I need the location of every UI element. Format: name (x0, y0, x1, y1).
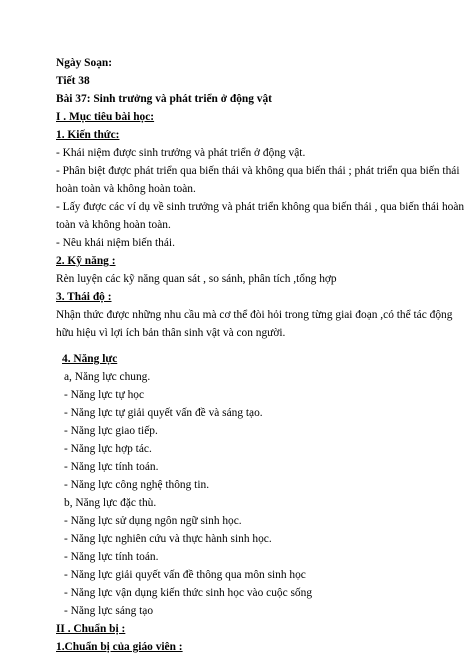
thai-do-line: Nhận thức được những nhu cầu mà cơ thể đòi hỏi trong từng giai đoạn ,có thể tác động (56, 309, 453, 321)
nang-luc-chung-title: a, Năng lực chung. (64, 371, 151, 383)
thai-do-title: 3. Thái độ : (56, 291, 112, 303)
nang-luc-item: - Năng lực tính toán. (64, 461, 159, 473)
nang-luc-item: - Năng lực nghiên cứu và thực hành sinh học. (64, 533, 272, 545)
nang-luc-item: - Năng lực tự giải quyết vấn đề và sáng tạo. (64, 407, 263, 419)
nang-luc-item: - Năng lực hợp tác. (64, 443, 152, 455)
section-title-chuan-bi: II . Chuẩn bị : (56, 623, 126, 635)
kien-thuc-line: hoàn toàn và không hoàn toàn. (56, 183, 196, 195)
nang-luc-item: - Năng lực công nghệ thông tin. (64, 479, 210, 491)
kien-thuc-line: toàn và không hoàn toàn. (56, 219, 171, 231)
section-title-muc-tieu: I . Mục tiêu bài học: (56, 111, 155, 123)
nang-luc-item: - Năng lực sáng tạo (64, 605, 154, 617)
nang-luc-title: 4. Năng lực (62, 353, 118, 365)
nang-luc-dac-thu-title: b, Năng lực đặc thù. (64, 497, 157, 509)
kien-thuc-line: - Phân biệt được phát triển qua biến thái và không qua biến thái ; phát triển qua biến thái (56, 165, 460, 177)
ngay-soan: Ngày Soạn: (56, 57, 113, 69)
ky-nang-title: 2. Kỹ năng : (56, 255, 116, 267)
tiet: Tiết 38 (56, 75, 90, 87)
nang-luc-item: - Năng lực sử dụng ngôn ngữ sinh học. (64, 515, 242, 527)
kien-thuc-title: 1. Kiến thức: (56, 129, 120, 141)
kien-thuc-line: - Nêu khái niệm biến thái. (56, 237, 175, 249)
ky-nang-line: Rèn luyện các kỹ năng quan sát , so sánh, phân tích ,tổng hợp (56, 273, 337, 285)
kien-thuc-line: - Khái niệm được sinh trưởng và phát triển ở động vật. (56, 147, 306, 159)
thai-do-line: hữu hiệu vì lợi ích bản thân sinh vật và con người. (56, 327, 286, 339)
nang-luc-item: - Năng lực giải quyết vấn đề thông qua môn sinh học (64, 569, 306, 581)
lesson-title: Bài 37: Sinh trưởng và phát triển ở động vật (56, 93, 272, 105)
nang-luc-item: - Năng lực tự học (64, 389, 145, 401)
nang-luc-item: - Năng lực vận dụng kiến thức sinh học vào cuộc sống (64, 587, 313, 599)
nang-luc-item: - Năng lực tính toán. (64, 551, 159, 563)
chuan-bi-giao-vien-title: 1.Chuẩn bị của giáo viên : (56, 641, 183, 653)
kien-thuc-line: - Lấy được các ví dụ về sinh trưởng và phát triển không qua biến thái , qua biến thái hoàn (56, 201, 465, 213)
nang-luc-item: - Năng lực giao tiếp. (64, 425, 158, 437)
